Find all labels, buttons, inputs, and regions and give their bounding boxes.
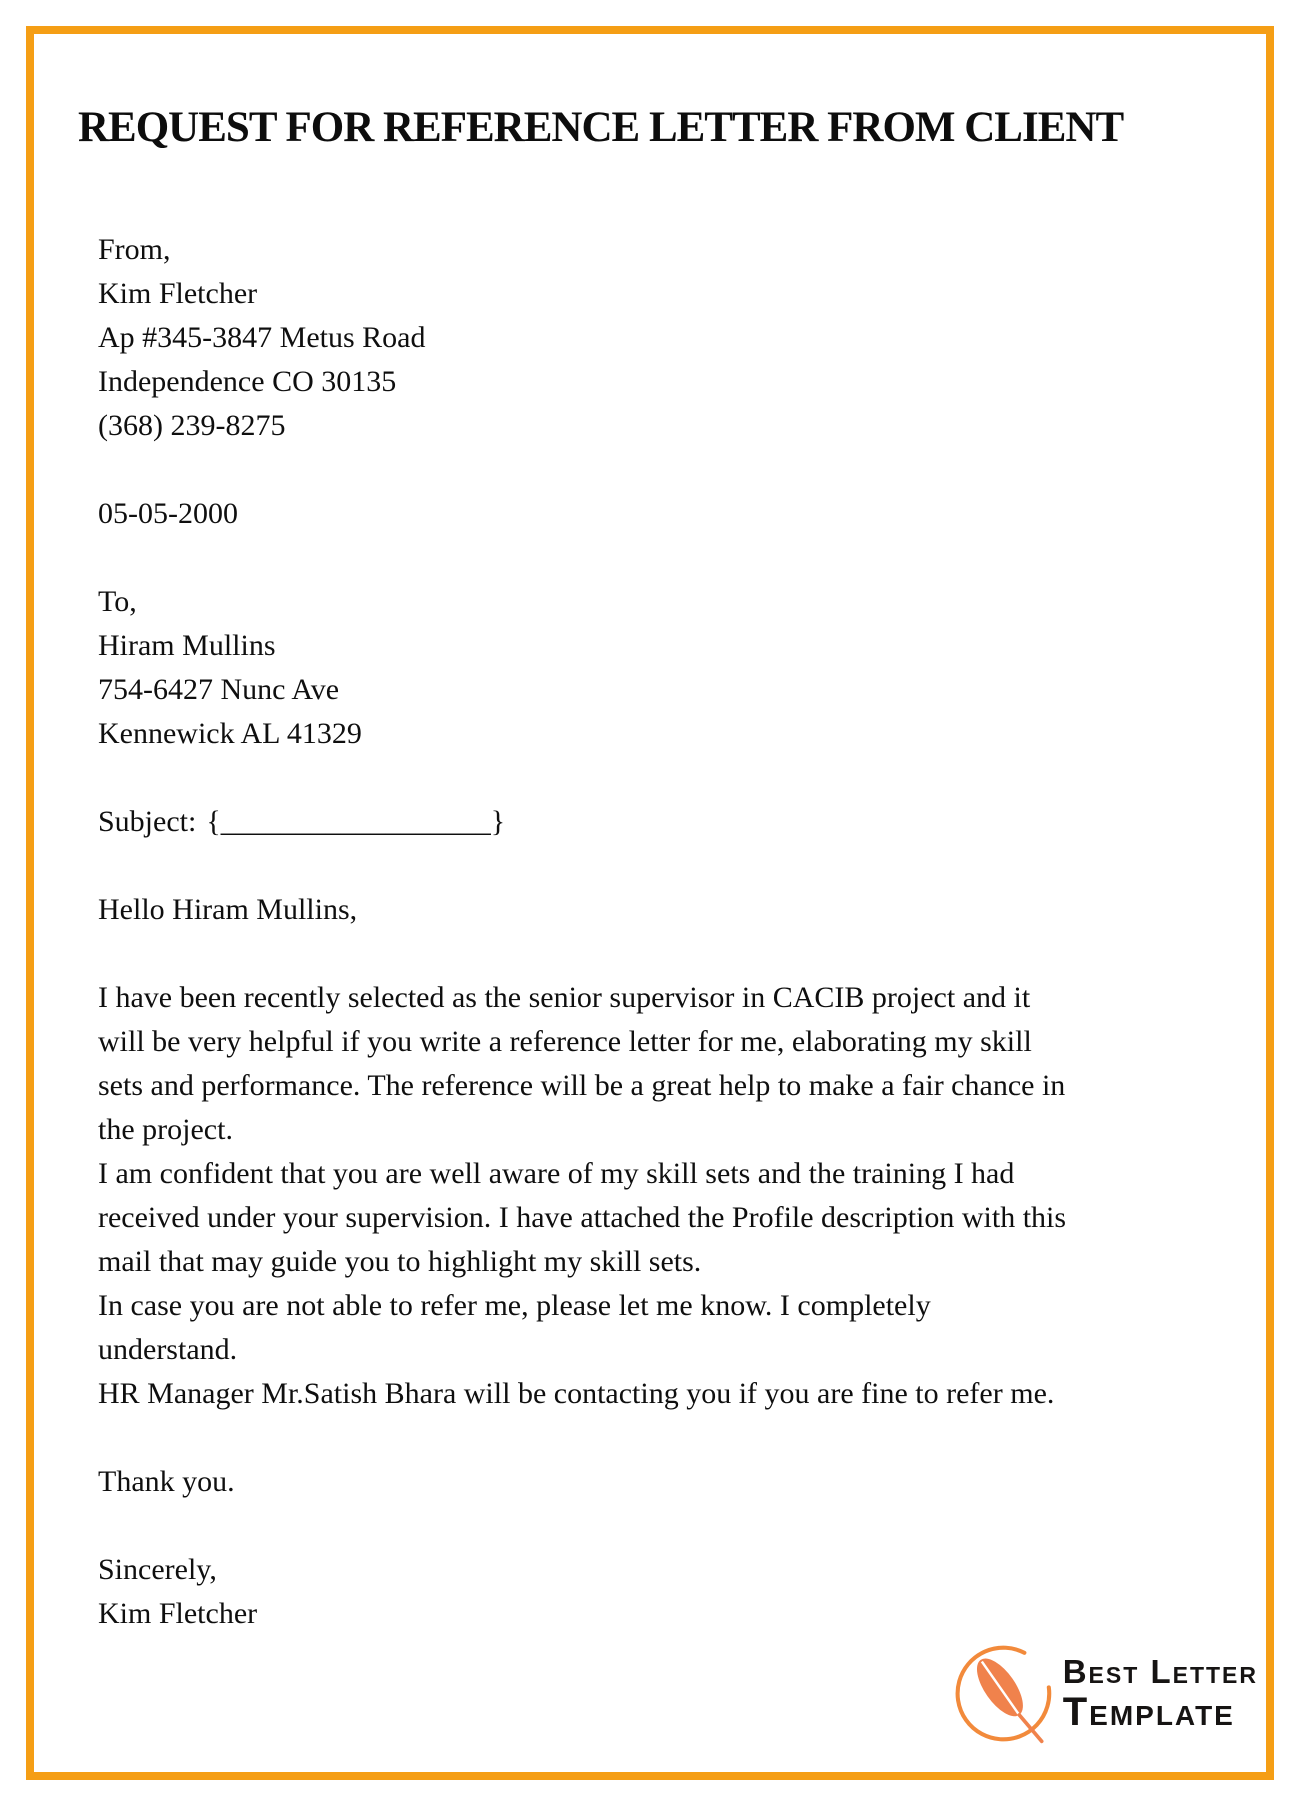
body-paragraphs bbox=[98, 976, 1068, 1416]
signoff-text: Sincerely, bbox=[98, 1553, 217, 1586]
subject-line bbox=[98, 800, 1068, 844]
brand-logo bbox=[947, 1634, 1258, 1752]
body-paragraph: I have been recently selected as the senior supervisor in CACIB project and it will be very helpful if you write a reference letter for me, elaborating my skill sets and performance. The reference will be a great help to make a fair chance in the project. bbox=[98, 981, 1066, 1146]
body-paragraph: HR Manager Mr.Satish Bhara will be contacting you if you are fine to refer me. bbox=[98, 1377, 1055, 1410]
sender-phone: (368) 239-8275 bbox=[98, 409, 286, 442]
salutation: Hello Hiram Mullins, bbox=[98, 893, 358, 926]
brand-name bbox=[1062, 1652, 1258, 1734]
sender-address-block bbox=[98, 228, 1068, 448]
recipient-address-line1: 754-6427 Nunc Ave bbox=[98, 673, 340, 706]
letter-page bbox=[34, 34, 1266, 1772]
recipient-address-line2: Kennewick AL 41329 bbox=[98, 717, 362, 750]
subject-blank-field: {__________________} bbox=[206, 805, 506, 838]
brand-name-line1: Best Letter bbox=[1062, 1652, 1258, 1690]
page-title: REQUEST FOR REFERENCE LETTER FROM CLIENT bbox=[78, 104, 1124, 151]
brand-name-line2: Template bbox=[1062, 1689, 1235, 1734]
recipient-name: Hiram Mullins bbox=[98, 629, 276, 662]
signature-name: Kim Fletcher bbox=[98, 1597, 258, 1630]
thanks-block bbox=[98, 1460, 1068, 1504]
subject-label: Subject: bbox=[98, 805, 197, 838]
signature-block bbox=[98, 1548, 1068, 1636]
letter-date: 05-05-2000 bbox=[98, 497, 238, 530]
sender-address-line1: Ap #345-3847 Metus Road bbox=[98, 321, 426, 354]
thanks-text: Thank you. bbox=[98, 1465, 235, 1498]
sender-address-line2: Independence CO 30135 bbox=[98, 365, 397, 398]
letter-body bbox=[98, 228, 1068, 1636]
feather-icon bbox=[947, 1634, 1059, 1752]
salutation-block bbox=[98, 888, 1068, 932]
sender-name: Kim Fletcher bbox=[98, 277, 258, 310]
to-label: To, bbox=[98, 585, 137, 618]
subject-block bbox=[98, 800, 1068, 844]
body-paragraph: In case you are not able to refer me, please let me know. I completely understand. bbox=[98, 1289, 931, 1366]
body-paragraph: I am confident that you are well aware of my skill sets and the training I had received under your supervision. I have attached the Profile description with this mail that may guide you to highlight my skill sets. bbox=[98, 1157, 1067, 1278]
recipient-address-block bbox=[98, 580, 1068, 756]
date-block bbox=[98, 492, 1068, 536]
from-label: From, bbox=[98, 233, 171, 266]
